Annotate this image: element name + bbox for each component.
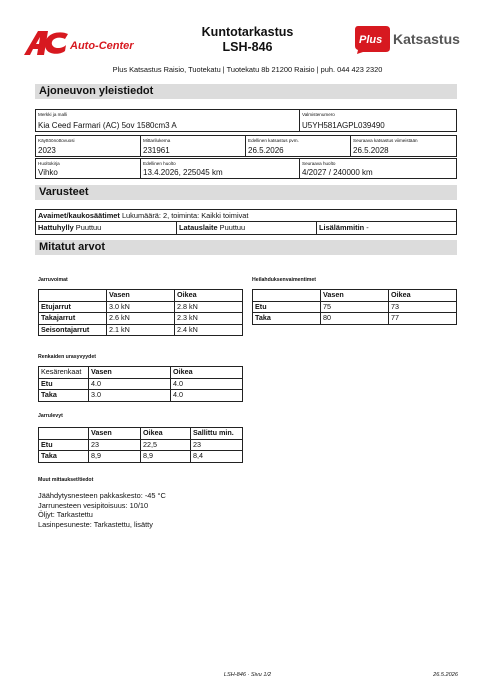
table-row: Taka 80 77 bbox=[253, 313, 457, 325]
general-row-2 bbox=[35, 135, 457, 157]
table-header-row: Kesärenkaat Vasen Oikea bbox=[39, 367, 243, 379]
field-previous-service: Edellinen huolto 13.4.2026, 225045 km bbox=[141, 159, 300, 178]
equipment-box bbox=[35, 209, 457, 235]
auto-center-logo bbox=[22, 28, 147, 58]
table-row: Etu 4.0 4.0 bbox=[39, 378, 243, 390]
shocks-table bbox=[252, 289, 457, 325]
plus-katsastus-logo bbox=[353, 24, 475, 54]
list-item: Jarrunesteen vesipitoisuus: 10/10 bbox=[38, 500, 149, 510]
table-row: Takajarrut 2.6 kN 2.3 kN bbox=[39, 313, 243, 325]
table-header-row: Vasen Oikea bbox=[253, 290, 457, 302]
field-service-book: Huoltokirja Vihko bbox=[36, 159, 141, 178]
general-row-1 bbox=[35, 109, 457, 132]
equipment-keys-row: Avaimet/kaukosäätimet Lukumäärä: 2, toiminta: Kaikki toimivat bbox=[36, 210, 456, 222]
tires-title: Renkaiden urasyvyydet bbox=[38, 354, 96, 360]
other-measurements-list bbox=[38, 491, 166, 529]
section-heading-general: Ajoneuvon yleistiedot bbox=[35, 84, 457, 99]
general-row-3 bbox=[35, 158, 457, 179]
equipment-shelf: Hattuhylly Puuttuu bbox=[38, 223, 102, 232]
plate-text: LSH-846 bbox=[222, 40, 273, 54]
equipment-heater: Lisälämmitin - bbox=[316, 222, 456, 234]
field-next-service: Seuraava huolto 4/2027 / 240000 km bbox=[302, 161, 373, 177]
table-row: Taka 8,9 8,9 8,4 bbox=[39, 451, 243, 463]
field-previous-inspection: Edellinen katsastus pvm. 26.5.2026 bbox=[246, 136, 351, 156]
section-heading-measurements: Mitatut arvot bbox=[35, 240, 457, 255]
other-measurements-title: Muut mittaukset/tiedot bbox=[38, 477, 94, 483]
discs-table bbox=[38, 427, 243, 463]
field-vin: Valmistenumero U5YH581AGPL039490 bbox=[302, 112, 385, 130]
list-item: Jäähdytysnesteen pakkaskesto: -45 °C bbox=[38, 491, 166, 500]
brakes-title: Jarruvoimat bbox=[38, 277, 68, 283]
field-next-inspection: Seuraava katsastus viimeistään 26.5.2028 bbox=[353, 138, 418, 155]
discs-title: Jarrulevyt bbox=[38, 413, 63, 419]
table-row: Etu 75 73 bbox=[253, 301, 457, 313]
equipment-charger: Latauslaite Puuttuu bbox=[176, 222, 316, 234]
table-row: Etujarrut 3.0 kN 2.8 kN bbox=[39, 301, 243, 313]
table-header-row: Vasen Oikea Sallittu min. bbox=[39, 428, 243, 440]
shocks-title: Heilahduksenvaimentimet bbox=[252, 277, 317, 283]
list-item: Lasinpesuneste: Tarkastettu, lisätty bbox=[38, 519, 153, 529]
table-row: Seisontajarrut 2.1 kN 2.4 kN bbox=[39, 324, 243, 336]
list-item: Öljyt: Tarkastettu bbox=[38, 510, 93, 520]
footer-date: 26.5.2026 bbox=[433, 672, 458, 678]
table-row: Etu 23 22,5 23 bbox=[39, 439, 243, 451]
svg-text:Plus: Plus bbox=[359, 34, 383, 46]
brakes-table bbox=[38, 289, 243, 336]
title-text: Kuntotarkastus bbox=[201, 25, 294, 39]
address-line: Plus Katsastus Raisio, Tuotekatu | Tuotekatu 8b 21200 Raisio | puh. 044 423 2320 bbox=[112, 65, 383, 74]
footer-page-label: LSH-846 · Sivu 1/2 bbox=[223, 672, 272, 678]
tires-table bbox=[38, 366, 243, 402]
table-header-row: Vasen Oikea bbox=[39, 290, 243, 302]
field-odometer: Mittarilukema 231961 bbox=[141, 136, 246, 156]
svg-text:Auto-Center: Auto-Center bbox=[70, 40, 134, 52]
equipment-items-row bbox=[36, 222, 456, 234]
field-make-model: Merkki ja malli Kia Ceed Farmari (AC) 5ov 1580cm3 A bbox=[36, 110, 300, 131]
svg-text:Katsastus: Katsastus bbox=[393, 31, 460, 47]
table-row: Taka 3.0 4.0 bbox=[39, 390, 243, 402]
field-year: Käyttöönottovuosi 2023 bbox=[36, 136, 141, 156]
document-title bbox=[170, 25, 325, 55]
section-heading-equipment: Varusteet bbox=[35, 185, 457, 200]
